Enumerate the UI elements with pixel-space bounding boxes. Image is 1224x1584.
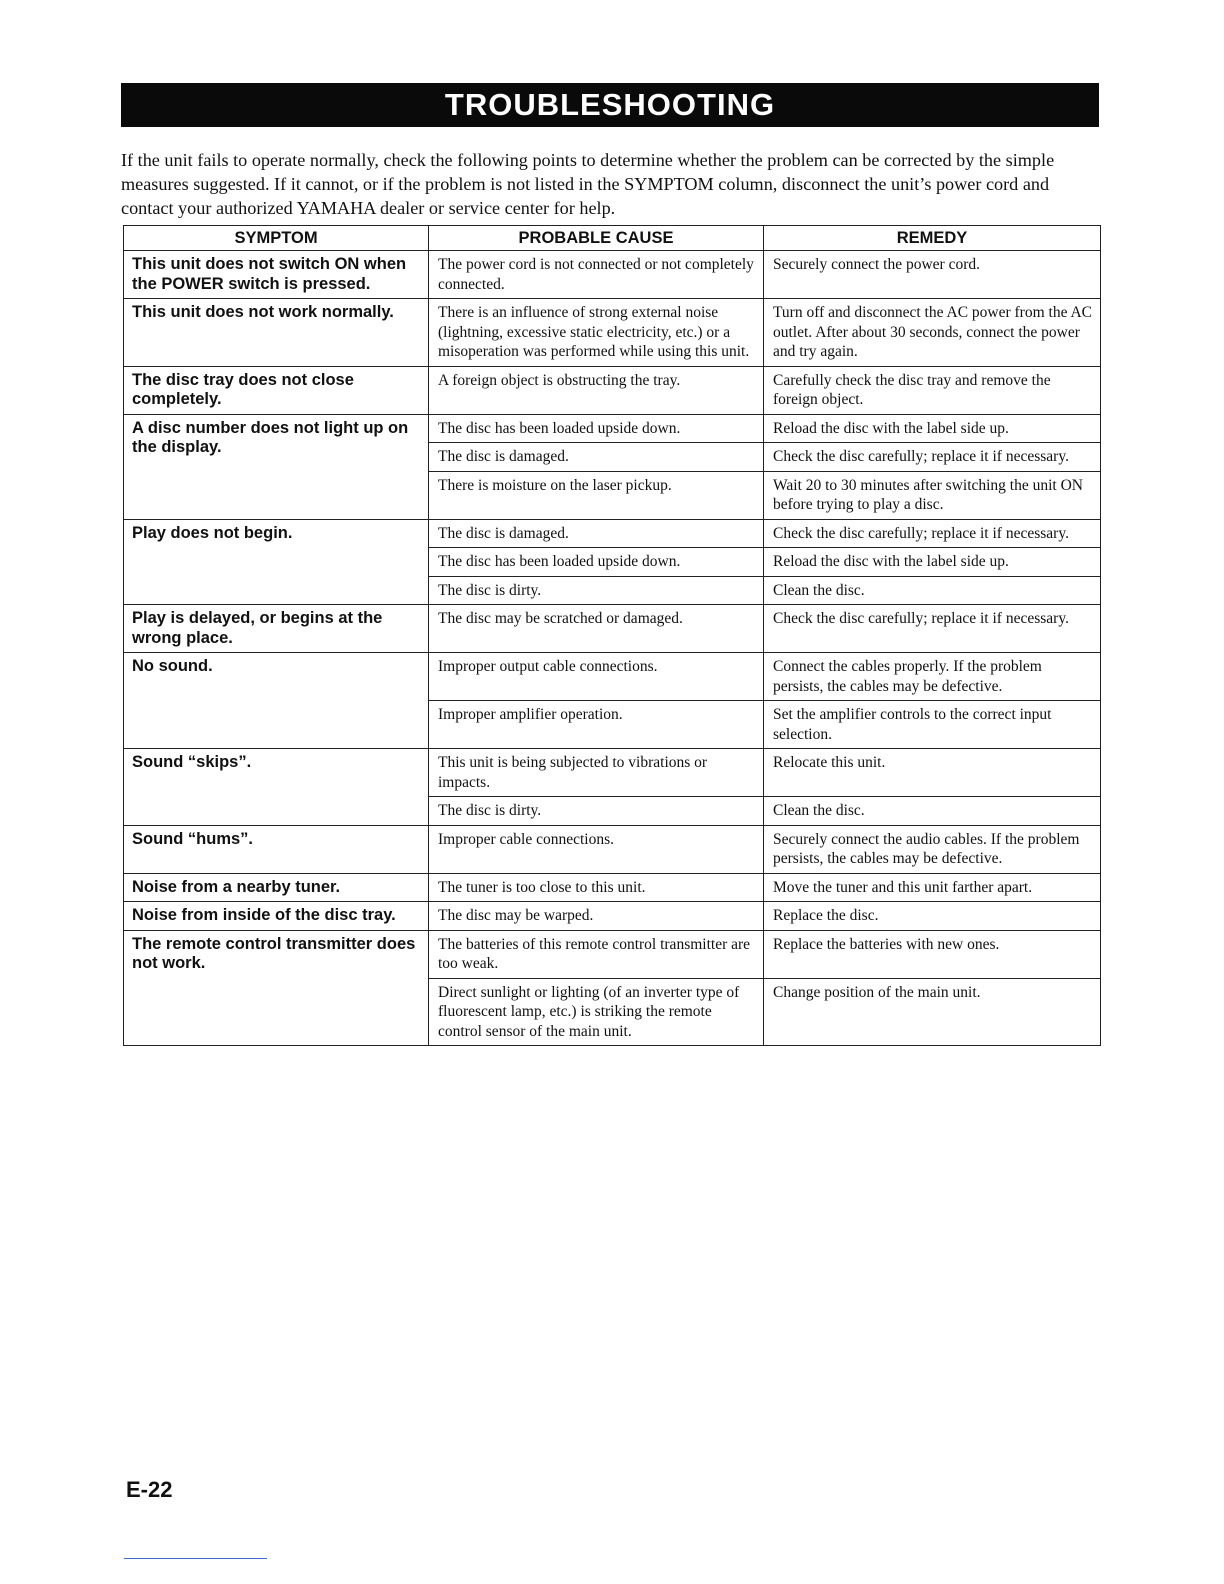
- table-row: [124, 414, 1101, 443]
- remedy-cell: Set the amplifier controls to the correct input selection.: [764, 701, 1101, 749]
- symptom-cell: The remote control transmitter does not work.: [124, 930, 429, 1046]
- remedy-cell: Reload the disc with the label side up.: [764, 414, 1101, 443]
- symptom-cell: A disc number does not light up on the display.: [124, 414, 429, 519]
- remedy-cell: Securely connect the power cord.: [764, 251, 1101, 299]
- probable-cause-cell: The disc has been loaded upside down.: [429, 414, 764, 443]
- probable-cause-cell: The disc may be scratched or damaged.: [429, 605, 764, 653]
- symptom-header: SYMPTOM: [124, 226, 429, 251]
- symptom-cell: The disc tray does not close completely.: [124, 366, 429, 414]
- symptom-cell: No sound.: [124, 653, 429, 749]
- remedy-cell: Change position of the main unit.: [764, 978, 1101, 1046]
- probable-cause-cell: The batteries of this remote control transmitter are too weak.: [429, 930, 764, 978]
- remedy-cell: Clean the disc.: [764, 797, 1101, 826]
- remedy-cell: Wait 20 to 30 minutes after switching the unit ON before trying to play a disc.: [764, 471, 1101, 519]
- probable-cause-cell: The tuner is too close to this unit.: [429, 873, 764, 902]
- symptom-cell: Noise from a nearby tuner.: [124, 873, 429, 902]
- probable-cause-header: PROBABLE CAUSE: [429, 226, 764, 251]
- remedy-cell: Carefully check the disc tray and remove the foreign object.: [764, 366, 1101, 414]
- troubleshooting-table: [123, 225, 1101, 1046]
- page-title: TROUBLESHOOTING: [121, 83, 1099, 127]
- table-row: [124, 749, 1101, 797]
- remedy-cell: Move the tuner and this unit farther apart.: [764, 873, 1101, 902]
- table-row: [124, 366, 1101, 414]
- probable-cause-cell: The power cord is not connected or not completely connected.: [429, 251, 764, 299]
- symptom-cell: Play does not begin.: [124, 519, 429, 605]
- probable-cause-cell: A foreign object is obstructing the tray.: [429, 366, 764, 414]
- footer-rule: [124, 1558, 267, 1559]
- symptom-cell: Sound “skips”.: [124, 749, 429, 826]
- table-row: [124, 605, 1101, 653]
- remedy-cell: Securely connect the audio cables. If the problem persists, the cables may be defective.: [764, 825, 1101, 873]
- table-row: [124, 251, 1101, 299]
- remedy-cell: Turn off and disconnect the AC power from the AC outlet. After about 30 seconds, connect the power and try again.: [764, 299, 1101, 367]
- table-body: [124, 251, 1101, 1046]
- symptom-cell: Noise from inside of the disc tray.: [124, 902, 429, 931]
- remedy-cell: Reload the disc with the label side up.: [764, 548, 1101, 577]
- table-row: [124, 653, 1101, 701]
- remedy-cell: Check the disc carefully; replace it if necessary.: [764, 605, 1101, 653]
- remedy-cell: Replace the batteries with new ones.: [764, 930, 1101, 978]
- probable-cause-cell: Improper amplifier operation.: [429, 701, 764, 749]
- table-row: [124, 299, 1101, 367]
- probable-cause-cell: Direct sunlight or lighting (of an inverter type of fluorescent lamp, etc.) is striking the remote control sensor of the main unit.: [429, 978, 764, 1046]
- probable-cause-cell: The disc may be warped.: [429, 902, 764, 931]
- table-row: [124, 902, 1101, 931]
- remedy-header: REMEDY: [764, 226, 1101, 251]
- table-row: [124, 873, 1101, 902]
- remedy-cell: Check the disc carefully; replace it if necessary.: [764, 443, 1101, 472]
- probable-cause-cell: Improper cable connections.: [429, 825, 764, 873]
- probable-cause-cell: The disc is damaged.: [429, 443, 764, 472]
- table-header-row: [124, 226, 1101, 251]
- remedy-cell: Replace the disc.: [764, 902, 1101, 931]
- probable-cause-cell: The disc has been loaded upside down.: [429, 548, 764, 577]
- table-row: [124, 930, 1101, 978]
- probable-cause-cell: Improper output cable connections.: [429, 653, 764, 701]
- remedy-cell: Connect the cables properly. If the problem persists, the cables may be defective.: [764, 653, 1101, 701]
- probable-cause-cell: There is moisture on the laser pickup.: [429, 471, 764, 519]
- probable-cause-cell: This unit is being subjected to vibrations or impacts.: [429, 749, 764, 797]
- remedy-cell: Relocate this unit.: [764, 749, 1101, 797]
- page-number: E-22: [126, 1477, 173, 1502]
- table-row: [124, 519, 1101, 548]
- probable-cause-cell: The disc is damaged.: [429, 519, 764, 548]
- probable-cause-cell: The disc is dirty.: [429, 576, 764, 605]
- symptom-cell: Play is delayed, or begins at the wrong place.: [124, 605, 429, 653]
- symptom-cell: This unit does not switch ON when the POWER switch is pressed.: [124, 251, 429, 299]
- symptom-cell: Sound “hums”.: [124, 825, 429, 873]
- symptom-cell: This unit does not work normally.: [124, 299, 429, 367]
- intro-paragraph: If the unit fails to operate normally, check the following points to determine whether the problem can be corrected by the simple measures suggested. If it cannot, or if the problem is not listed in the SYMPTOM column, disconnect the unit’s power cord and contact your authorized YAMAHA dealer or service center for help.: [121, 150, 1055, 218]
- table-row: [124, 825, 1101, 873]
- probable-cause-cell: The disc is dirty.: [429, 797, 764, 826]
- probable-cause-cell: There is an influence of strong external noise (lightning, excessive static electricity, etc.) or a misoperation was performed while using this unit.: [429, 299, 764, 367]
- remedy-cell: Clean the disc.: [764, 576, 1101, 605]
- remedy-cell: Check the disc carefully; replace it if necessary.: [764, 519, 1101, 548]
